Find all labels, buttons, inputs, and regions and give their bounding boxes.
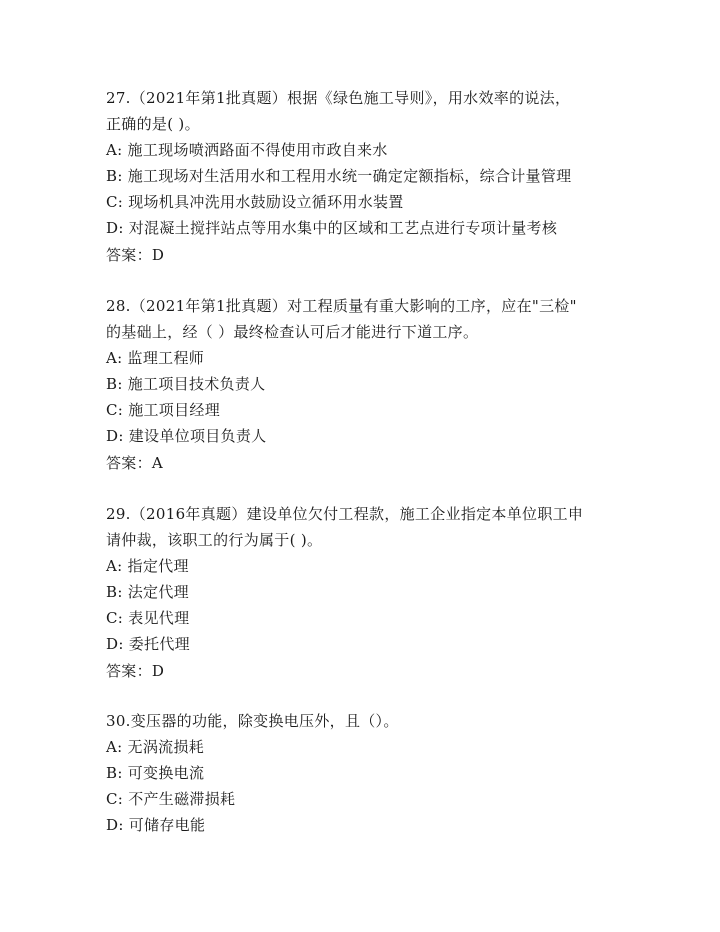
q30-stem-line-1: 30.变压器的功能，除变换电压外，且（）。 [106,712,399,730]
q27-option-b: B: 施工现场对生活用水和工程用水统一确定定额指标，综合计量管理 [106,167,572,185]
q28-answer: 答案：A [106,454,164,472]
q29-stem-line-1: 29.（2016年真题）建设单位欠付工程款，施工企业指定本单位职工申 [106,505,584,523]
q27-answer: 答案：D [106,246,165,264]
q30-option-b: B: 可变换电流 [106,764,205,782]
q27-stem-line-2: 正确的是( )。 [106,115,200,133]
q29-answer: 答案：D [106,662,165,680]
q27-stem-line-1: 27.（2021年第1批真题）根据《绿色施工导则》，用水效率的说法， [106,89,571,107]
q29-option-d: D: 委托代理 [106,635,190,653]
q28-stem-line-1: 28.（2021年第1批真题）对工程质量有重大影响的工序，应在"三检" [106,297,577,315]
q28-option-d: D: 建设单位项目负责人 [106,427,267,445]
q29-option-a: A: 指定代理 [106,557,189,575]
q30-option-d: D: 可储存电能 [106,816,206,834]
q30-option-c: C: 不产生磁滞损耗 [106,790,236,808]
q29-stem-line-2: 请仲裁，该职工的行为属于( )。 [106,531,323,549]
q29-option-c: C: 表见代理 [106,609,190,627]
q27-option-a: A: 施工现场喷洒路面不得使用市政自来水 [106,141,388,159]
q30-option-a: A: 无涡流损耗 [106,738,205,756]
q27-option-d: D: 对混凝土搅拌站点等用水集中的区域和工艺点进行专项计量考核 [106,219,558,237]
q29-option-b: B: 法定代理 [106,583,189,601]
q28-stem-line-2: 的基础上，经（ ）最终检查认可后才能进行下道工序。 [106,323,479,341]
q28-option-b: B: 施工项目技术负责人 [106,375,266,393]
q28-option-c: C: 施工项目经理 [106,401,220,419]
q27-option-c: C: 现场机具冲洗用水鼓励设立循环用水装置 [106,193,404,211]
q28-option-a: A: 监理工程师 [106,349,205,367]
